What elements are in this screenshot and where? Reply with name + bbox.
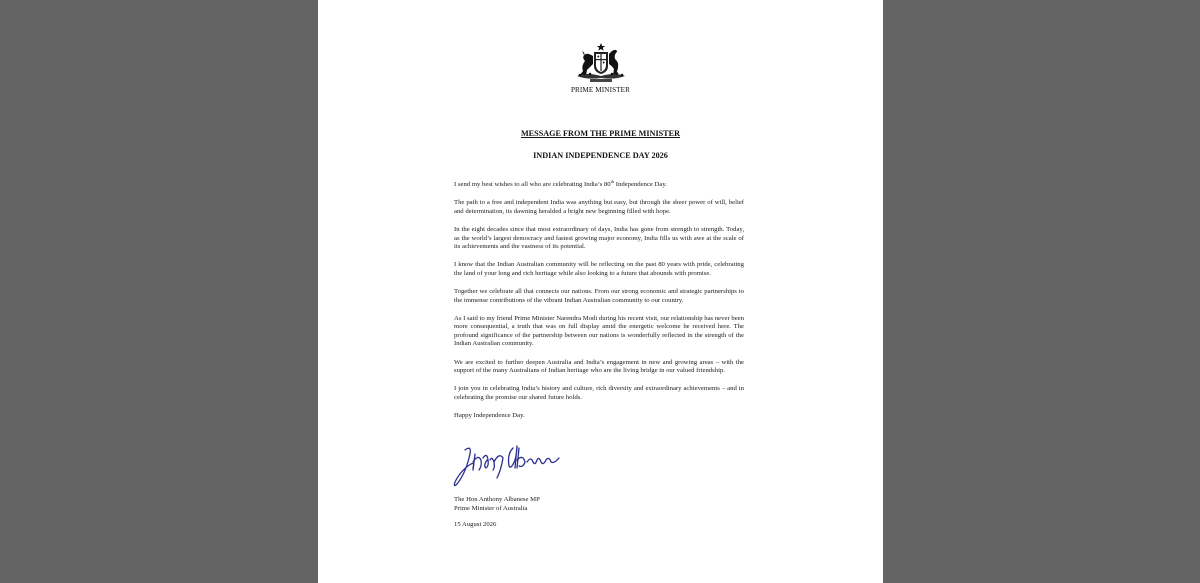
- paragraph: Happy Independence Day.: [454, 411, 525, 419]
- signoff-block: [454, 496, 540, 513]
- paragraph: The path to a free and independent India was anything but easy, but through the sheer power of will, belief and determination, its dawning heralded a bright new beginning filled with hope.: [454, 199, 744, 215]
- paragraph: As I said to my friend Prime Minister Narendra Modi during his recent visit, our relationship has never been more consequential, a truth that was on full display amid the energetic welcome he received here. The profound significance of the partnership between our nations is wonderfully reflected in the strength of the Indian Australian community.: [454, 314, 744, 348]
- paragraph: In the eight decades since that most extraordinary of days, India has gone from strength to strength. Today, as the world’s largest democracy and fastest growing major economy, India fills us with awe at the scale of its achievements and the vastness of its potential.: [454, 226, 744, 251]
- occasion-title: INDIAN INDEPENDENCE DAY 2026: [533, 151, 668, 160]
- paragraph: I know that the Indian Australian community will be reflecting on the past 80 years with pride, celebrating the land of your long and rich heritage while also looking to a future that abounds with promise.: [454, 261, 744, 277]
- letter-date: 15 August 2026: [454, 521, 497, 528]
- signatory-role: Prime Minister of Australia: [454, 504, 528, 512]
- message-title: MESSAGE FROM THE PRIME MINISTER: [520, 129, 681, 138]
- signatory-name: The Hon Anthony Albanese MP: [454, 496, 540, 503]
- coat-of-arms-icon: [572, 42, 630, 84]
- signature-icon: [451, 440, 563, 490]
- letter-body: [454, 178, 744, 430]
- office-title: PRIME MINISTER: [570, 86, 631, 94]
- letter-page: [318, 0, 883, 583]
- paragraph: I send my best wishes to all who are celebrating India’s 80th Independence Day.: [454, 179, 667, 189]
- paragraph: We are excited to further deepen Australia and India’s engagement in new and growing areas – with the support of the many Australians of Indian heritage who are the living bridge in our valued friendship.: [454, 358, 744, 375]
- paragraph: I join you in celebrating India’s history and culture, rich diversity and extraordinary achievements – and in celebrating the promise our shared future holds.: [454, 385, 744, 401]
- paragraph: Together we celebrate all that connects our nations. From our strong economic and strategic partnerships to the immense contributions of the vibrant Indian Australian community to our country.: [454, 287, 744, 304]
